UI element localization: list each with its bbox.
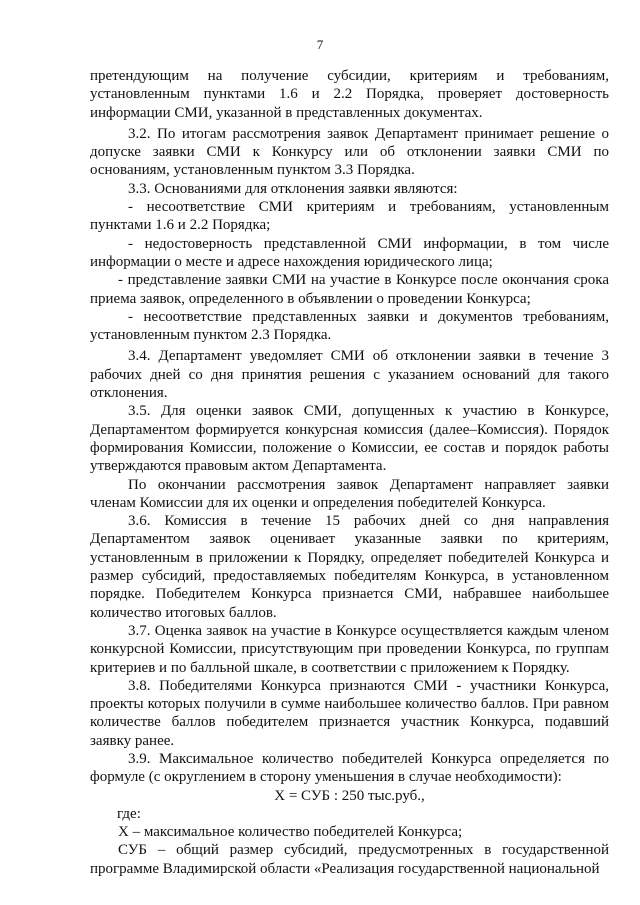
where-label: где: — [117, 805, 141, 822]
definition-x: Х – максимальное количество победителей Конкурса; — [118, 824, 463, 841]
paragraph-review-end: По окончании рассмотрения заявок Департамент направляет заявки членам Комиссии для их оценки и определения победителей Конкурса. — [90, 476, 609, 511]
document-body — [90, 67, 609, 878]
paragraph-3-9: 3.9. Максимальное количество победителей Конкурса определяется по формуле (с округлением в сторону уменьшения в случае необходимости): — [90, 750, 609, 786]
page-number: 7 — [316, 37, 324, 52]
list-item-criteria: - несоответствие СМИ критериям и требованиям, установленным пунктами 1.6 и 2.2 Порядка; — [90, 199, 609, 234]
list-item-late-submission: - представление заявки СМИ на участие в Конкурсе после окончания срока приема заявок, определенного в объявлении о проведении Конкурса; — [90, 272, 609, 307]
paragraph-3-2: 3.2. По итогам рассмотрения заявок Департамент принимает решение о допуске заявки СМИ к Конкурсу или об отклонении заявки СМИ по основаниям, установленным пунктом 3.3 Порядка. — [90, 125, 609, 179]
paragraph-3-8: 3.8. Победителями Конкурса признаются СМИ - участники Конкурса, проекты которых получили в сумме наибольшее количество баллов. При равном количестве баллов победителем признается участник Конкурса, подавший заявку ранее. — [90, 677, 609, 749]
definition-sub: СУБ – общий размер субсидий, предусмотренных в государственной программе Владимирской области «Реализация государственной национальной — [90, 842, 609, 877]
list-item-unreliable-info: - недостоверность представленной СМИ информации, в том числе информации о месте и адресе нахождения юридического лица; — [90, 235, 609, 270]
paragraph-3-6: 3.6. Комиссия в течение 15 рабочих дней со дня направления Департаментом заявок оценивает указанные заявки по критериям, установленным в приложении к Порядку, определяет победителей Конкурса и размер субсидий, предоставляемых победителям Конкурса, в установленном порядке. Победителем Конкурса признается СМИ, набравшее наибольшее количество итоговых баллов. — [90, 513, 609, 621]
paragraph-3-4: 3.4. Департамент уведомляет СМИ об отклонении заявки в течение 3 рабочих дней со дня принятия решения с указанием оснований для такого отклонения. — [90, 348, 609, 402]
paragraph-3-3: 3.3. Основаниями для отклонения заявки являются: — [128, 180, 458, 197]
list-item-documents: - несоответствие представленных заявки и документов требованиям, установленным пунктом 2.3 Порядка. — [90, 308, 609, 344]
paragraph-3-5: 3.5. Для оценки заявок СМИ, допущенных к участию в Конкурсе, Департаментом формируется конкурсная комиссия (далее–Комиссия). Порядок формирования Комиссии, положение о Комиссии, ее состав и порядок работы утверждаются правовым актом Департамента. — [90, 403, 609, 475]
paragraph-3-7: 3.7. Оценка заявок на участие в Конкурсе осуществляется каждым членом конкурсной Комиссии, присутствующим при проведении Конкурса, по группам критериев и по балльной шкале, в соответствии с приложением к Порядку. — [90, 622, 609, 676]
paragraph-continuation: претендующим на получение субсидии, критериям и требованиям, установленным пунктами 1.6 и 2.2 Порядка, проверяет достоверность информации СМИ, указанной в представленных документах. — [90, 68, 609, 121]
formula: Х = СУБ : 250 тыс.руб., — [274, 787, 425, 804]
